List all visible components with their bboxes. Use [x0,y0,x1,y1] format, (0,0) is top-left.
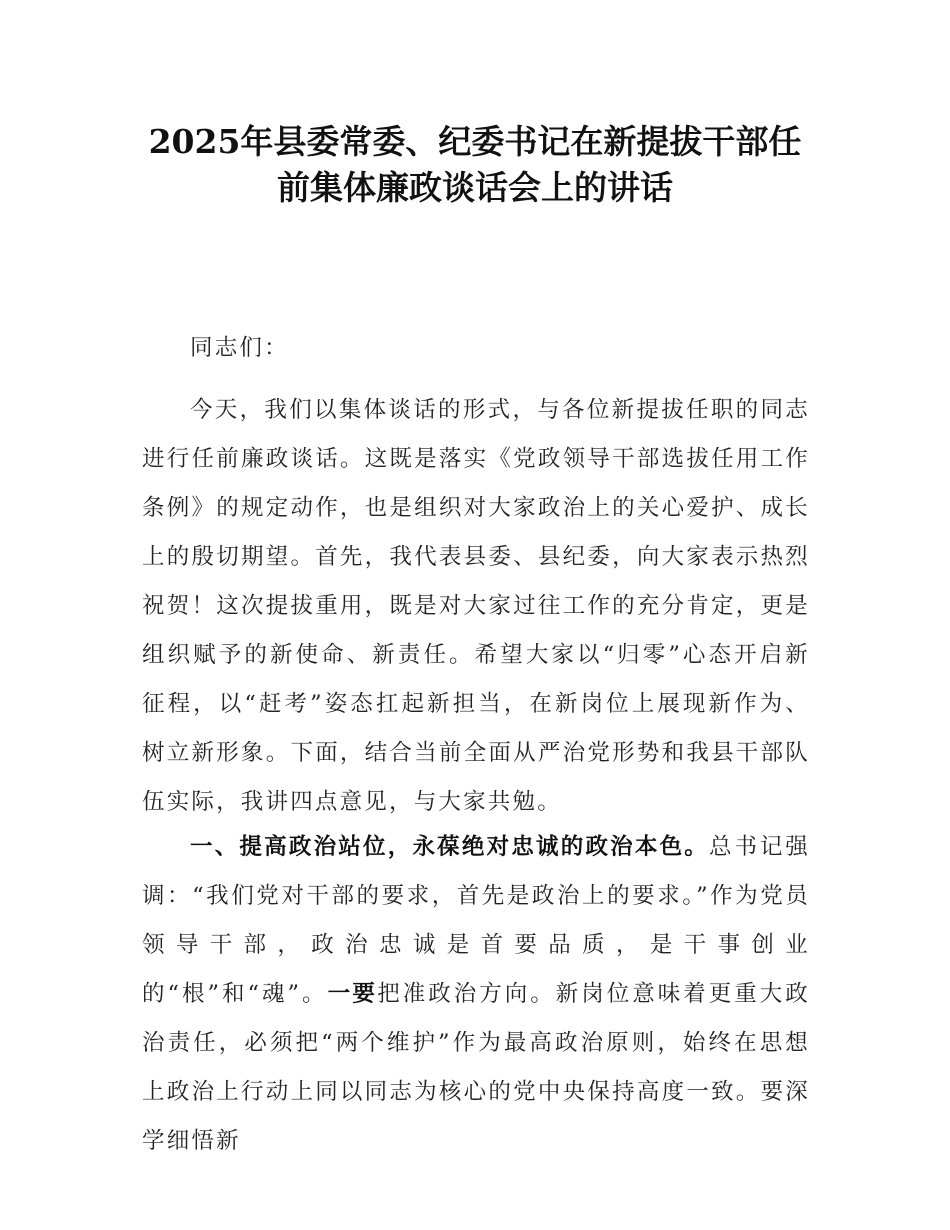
salutation: 同志们： [190,334,289,361]
section-1-point-label: 一要 [327,980,378,1007]
document-title-line-1: 2025年县委常委、纪委书记在新提拔干部任 [148,122,802,161]
section-1-heading: 一、提高政治站位，永葆绝对忠诚的政治本色。 [190,833,710,860]
paragraph-intro: 今天，我们以集体谈话的形式，与各位新提拔任职的同志进行任前廉政谈话。这既是落实《党政领导干部选拔任用工作条例》的规定动作，也是组织对大家政治上的关心爱护、成长上的殷切期望。首先，我代表县委、县纪委，向大家表示热烈祝贺！这次提拔重用，既是对大家过往工作的充分肯定，更是组织赋予的新使命、新责任。希望大家以“归零”心态开启新征程，以“赶考”姿态扛起新担当，在新岗位上展现新作为、树立新形象。下面，结合当前全面从严治党形势和我县干部队伍实际，我讲四点意见，与大家共勉。 [142,396,810,815]
section-1-text-after-point: 把准政治方向。新岗位意味着更重大政治责任，必须把“两个维护”作为最高政治原则，始终在思想上政治上行动上同以同志为核心的党中央保持高度一致。要深学细悟新 [142,980,811,1154]
section-1-text-before-point: 总书记强调：“我们党对干部的要求，首先是政治上的要求。”作为党员领导干部，政治忠诚是首要品质，是干事创业的“根”和“魂”。 [142,833,810,1007]
section-1-paragraph [142,823,810,1166]
document-title-line-2: 前集体廉政谈话会上的讲话 [277,168,673,207]
